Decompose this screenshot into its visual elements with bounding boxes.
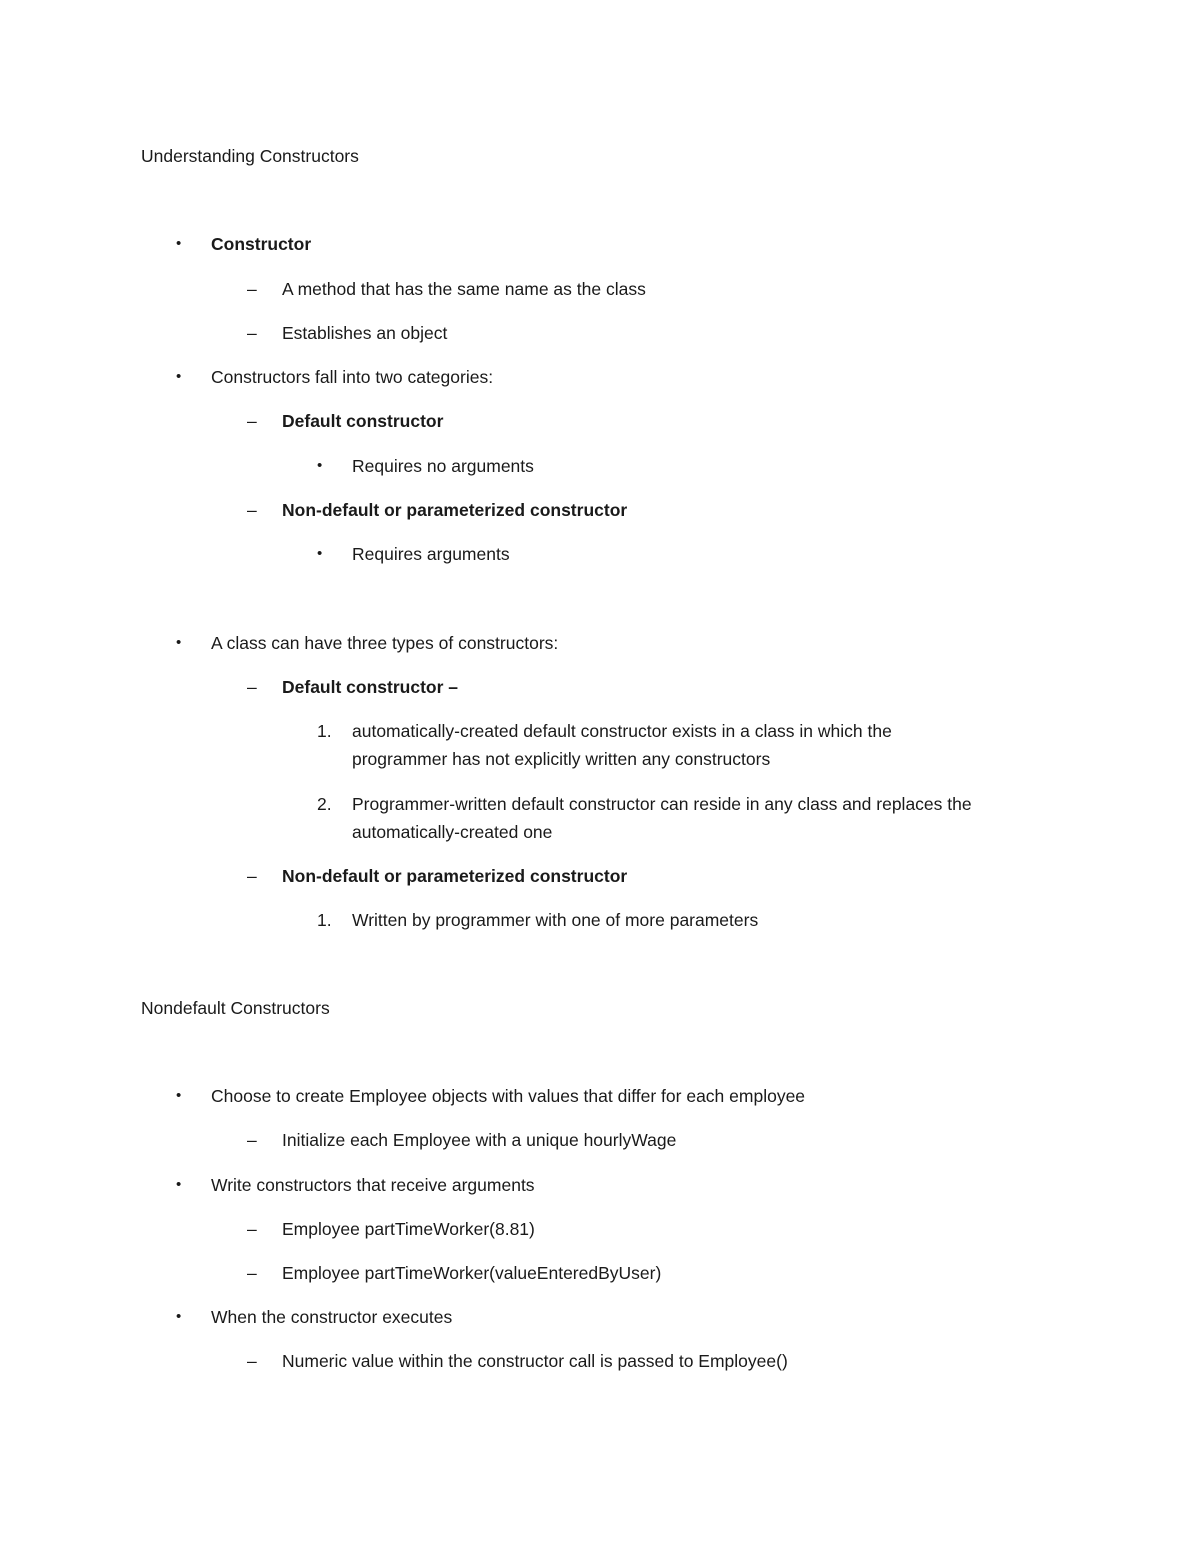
- numbered-item-written-by-programmer: Written by programmer with one of more parameters: [352, 910, 759, 930]
- list-item-establishes-object: Establishes an object: [282, 323, 448, 343]
- bullet-marker: •: [317, 545, 323, 562]
- list-item-nondefault-constructor-2: Non-default or parameterized constructor: [282, 866, 628, 886]
- numbered-item-auto-created-line1: automatically-created default constructor exists in a class in which the: [352, 721, 892, 741]
- bullet-marker: •: [317, 457, 323, 474]
- list-item-requires-arguments: Requires arguments: [352, 544, 510, 564]
- list-item-requires-no-arguments: Requires no arguments: [352, 456, 534, 476]
- list-item-constructor-definition: A method that has the same name as the class: [282, 279, 646, 299]
- dash-marker: –: [247, 1263, 257, 1283]
- dash-marker: –: [247, 1219, 257, 1239]
- numbered-item-programmer-written-line2: automatically-created one: [352, 822, 553, 842]
- list-item-initialize-employee: Initialize each Employee with a unique hourlyWage: [282, 1130, 677, 1150]
- bullet-marker: •: [176, 1087, 182, 1104]
- dash-marker: –: [247, 1351, 257, 1371]
- list-item-numeric-value-passed: Numeric value within the constructor call is passed to Employee(): [282, 1351, 788, 1371]
- bullet-marker: •: [176, 1308, 182, 1325]
- dash-marker: –: [247, 500, 257, 520]
- list-item-nondefault-constructor: Non-default or parameterized constructor: [282, 500, 628, 520]
- list-item-default-constructor: Default constructor: [282, 411, 444, 431]
- dash-marker: –: [247, 866, 257, 886]
- list-item-default-constructor-2: Default constructor –: [282, 677, 458, 697]
- bullet-marker: •: [176, 1176, 182, 1193]
- list-item-write-constructors: Write constructors that receive arguments: [211, 1175, 535, 1195]
- numbered-item-auto-created-line2: programmer has not explicitly written any constructors: [352, 749, 771, 769]
- list-item-example-1: Employee partTimeWorker(8.81): [282, 1219, 535, 1239]
- list-item-three-types: A class can have three types of constructors:: [211, 633, 559, 653]
- list-item-when-constructor-executes: When the constructor executes: [211, 1307, 453, 1327]
- dash-marker: –: [247, 677, 257, 697]
- bullet-marker: •: [176, 634, 182, 651]
- list-item-categories: Constructors fall into two categories:: [211, 367, 494, 387]
- dash-marker: –: [247, 323, 257, 343]
- bullet-marker: •: [176, 368, 182, 385]
- numbered-item-programmer-written-line1: Programmer-written default constructor can reside in any class and replaces the: [352, 794, 972, 814]
- dash-marker: –: [247, 411, 257, 431]
- dash-marker: –: [247, 1130, 257, 1150]
- number-marker: 2.: [317, 794, 332, 814]
- list-item-choose-to-create: Choose to create Employee objects with values that differ for each employee: [211, 1086, 806, 1106]
- number-marker: 1.: [317, 910, 332, 930]
- section-heading-understanding-constructors: Understanding Constructors: [141, 146, 359, 166]
- number-marker: 1.: [317, 721, 332, 741]
- bullet-marker: •: [176, 235, 182, 252]
- list-item-example-2: Employee partTimeWorker(valueEnteredByUser): [282, 1263, 662, 1283]
- list-item-constructor: Constructor: [211, 234, 312, 254]
- dash-marker: –: [247, 279, 257, 299]
- section-heading-nondefault-constructors: Nondefault Constructors: [141, 998, 330, 1018]
